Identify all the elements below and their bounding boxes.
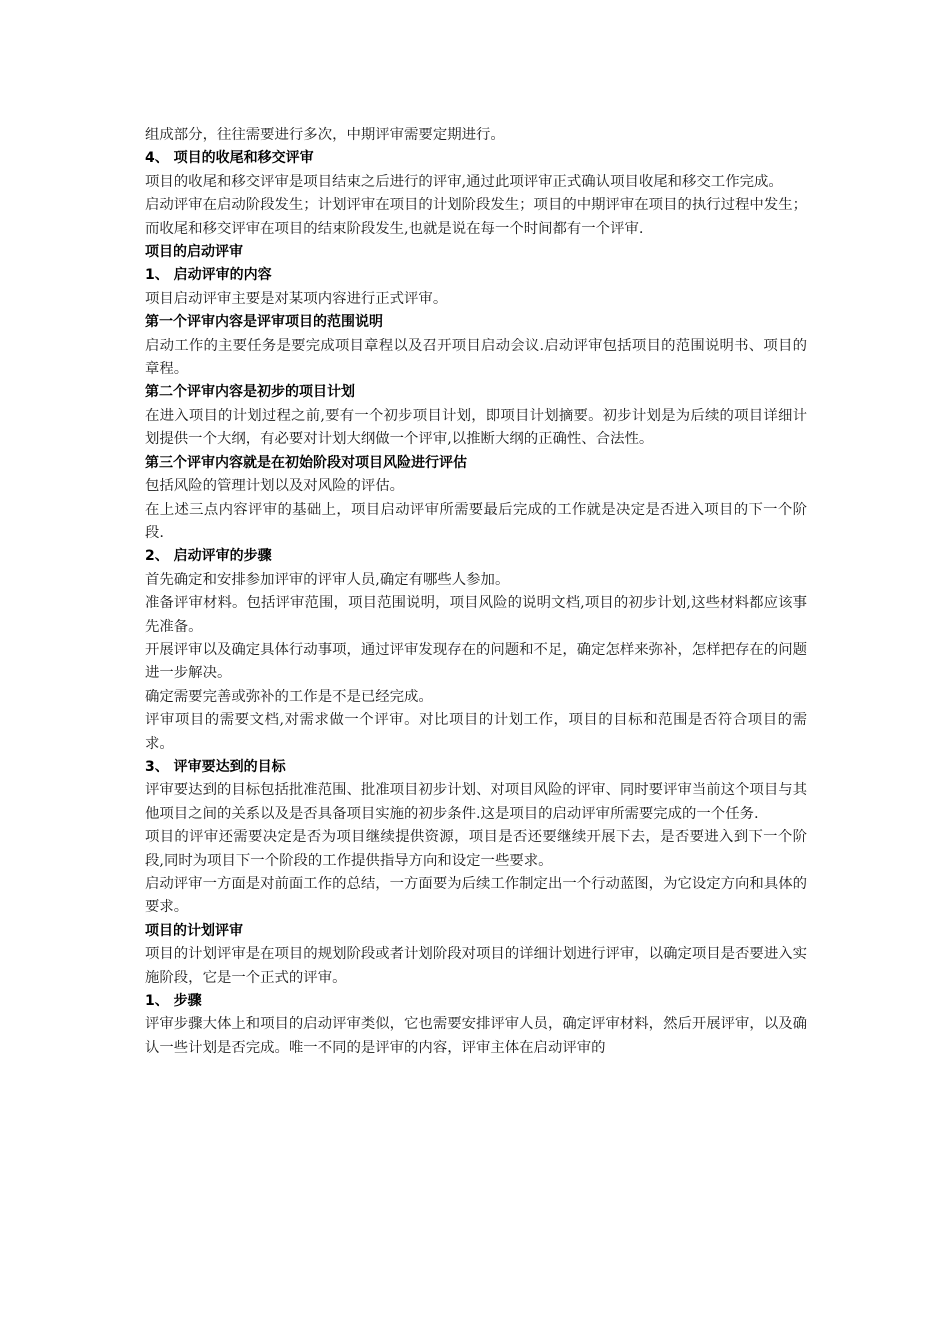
- section-heading: 项目的启动评审: [145, 244, 243, 261]
- section-heading: 1、 启动评审的内容: [145, 267, 272, 284]
- paragraph: 项目的评审还需要决定是否为项目继续提供资源，项目是否还要继续开展下去，是否要进入到下一个阶段,同时为项目下一个阶段的工作提供指导方向和设定一些要求。: [145, 829, 807, 869]
- document-page: [145, 124, 807, 1060]
- paragraph: 评审步骤大体上和项目的启动评审类似，它也需要安排评审人员，确定评审材料，然后开展评审，以及确认一些计划是否完成。唯一不同的是评审的内容，评审主体在启动评审的: [145, 1016, 807, 1056]
- section-heading: 3、 评审要达到的目标: [145, 758, 286, 775]
- section-heading: 1、 步骤: [145, 993, 202, 1010]
- paragraph: 确定需要完善或弥补的工作是不是已经完成。: [145, 688, 433, 705]
- paragraph: 启动评审一方面是对前面工作的总结，一方面要为后续工作制定出一个行动蓝图，为它设定方向和具体的要求。: [145, 876, 807, 916]
- paragraph: 包括风险的管理计划以及对风险的评估。: [145, 478, 405, 495]
- paragraph: 启动工作的主要任务是要完成项目章程以及召开项目启动会议.启动评审包括项目的范围说明书、项目的章程。: [145, 337, 807, 378]
- paragraph: 评审要达到的目标包括批准范围、批准项目初步计划、对项目风险的评审、同时要评审当前这个项目与其他项目之间的关系以及是否具备项目实施的初步条件.这是项目的启动评审所需要完成的一个任务.: [145, 782, 807, 822]
- paragraph: 启动评审在启动阶段发生；计划评审在项目的计划阶段发生；项目的中期评审在项目的执行过程中发生；而收尾和移交评审在项目的结束阶段发生,也就是说在每一个时间都有一个评审.: [145, 197, 807, 237]
- paragraph: 在进入项目的计划过程之前,要有一个初步项目计划，即项目计划摘要。初步计划是为后续的项目详细计划提供一个大纲，有必要对计划大纲做一个评审,以推断大纲的正确性、合法性。: [145, 407, 807, 448]
- paragraph: 开展评审以及确定具体行动事项，通过评审发现存在的问题和不足，确定怎样来弥补，怎样把存在的问题进一步解决。: [145, 641, 807, 682]
- section-heading: 4、 项目的收尾和移交评审: [145, 150, 314, 167]
- section-heading: 2、 启动评审的步骤: [145, 548, 272, 565]
- paragraph: 首先确定和安排参加评审的评审人员,确定有哪些人参加。: [145, 571, 510, 588]
- paragraph: 项目的收尾和移交评审是项目结束之后进行的评审,通过此项评审正式确认项目收尾和移交工作完成。: [145, 173, 783, 190]
- paragraph: 组成部分，往往需要进行多次，中期评审需要定期进行。: [145, 127, 505, 143]
- section-heading: 第二个评审内容是初步的项目计划: [145, 384, 355, 401]
- section-heading: 第三个评审内容就是在初始阶段对项目风险进行评估: [145, 454, 467, 471]
- paragraph: 评审项目的需要文档,对需求做一个评审。对比项目的计划工作，项目的目标和范围是否符合项目的需求。: [145, 712, 807, 752]
- paragraph: 项目的计划评审是在项目的规划阶段或者计划阶段对项目的详细计划进行评审，以确定项目是否要进入实施阶段，它是一个正式的评审。: [145, 946, 807, 986]
- section-heading: 项目的计划评审: [145, 922, 243, 939]
- section-heading: 第一个评审内容是评审项目的范围说明: [145, 314, 383, 331]
- paragraph: 项目启动评审主要是对某项内容进行正式评审。: [145, 290, 448, 307]
- paragraph: 准备评审材料。包括评审范围，项目范围说明，项目风险的说明文档,项目的初步计划,这些材料都应该事先准备。: [145, 595, 807, 635]
- paragraph: 在上述三点内容评审的基础上，项目启动评审所需要最后完成的工作就是决定是否进入项目的下一个阶段.: [145, 501, 807, 541]
